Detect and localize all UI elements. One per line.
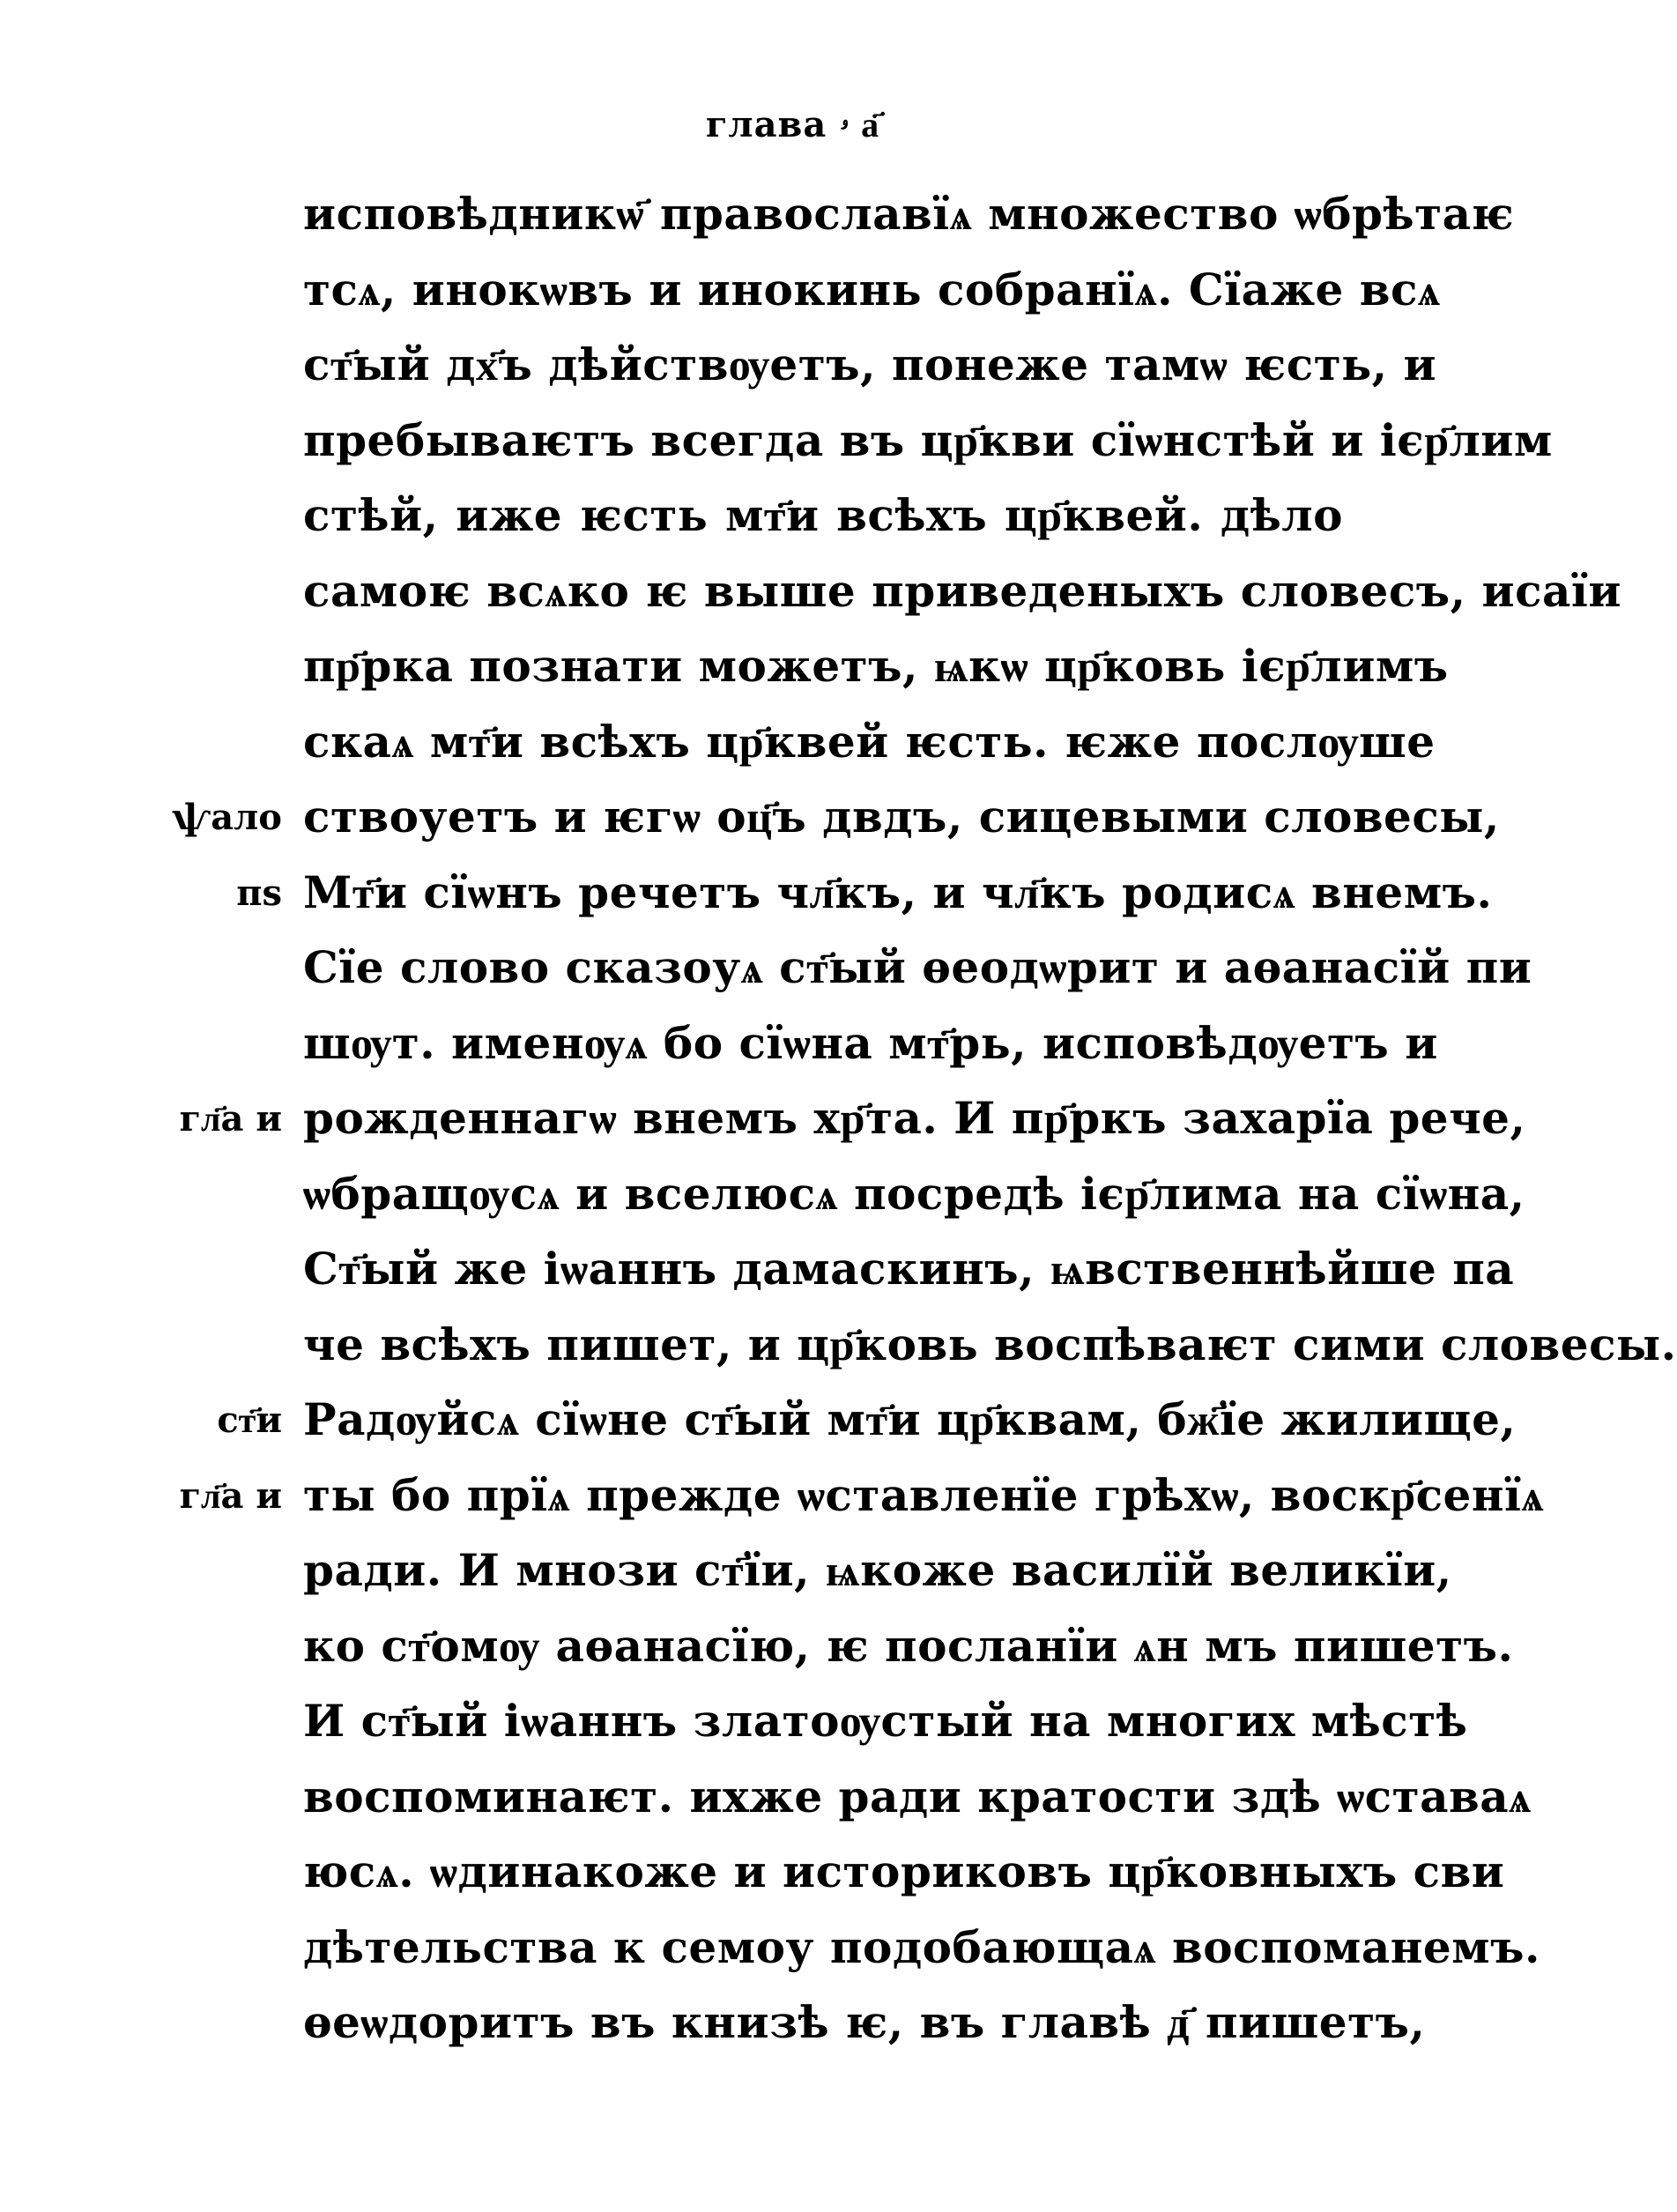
margin-note: гл҃а и — [179, 1098, 282, 1139]
text-line: Ст҃ый же іѡаннъ дамаскинъ, ѩвственнѣйше па — [303, 1243, 1515, 1295]
text-line: тсѧ, инокѡвъ и инокинь собранїѧ. Сїаже всѧ — [303, 263, 1441, 315]
text-line: ко ст҃омѹ аѳанасїю, ѥ посланїи ѧн мъ пишетъ. — [303, 1619, 1514, 1672]
chapter-header-text: глава ۥ а҃ — [705, 104, 880, 145]
text-line: пребываѥтъ всегда въ цр҃кви сїѡнстѣй и ієр҃лим — [303, 413, 1553, 466]
chapter-header — [0, 104, 1515, 145]
text-line: И ст҃ый іѡаннъ златоѹстый на многих мѣстѣ — [303, 1695, 1468, 1747]
text-line: ст҃ый дх҃ъ дѣйствѹетъ, понеже тамѡ ѥсть, и — [303, 338, 1437, 390]
text-line: Сїе слово сказоуѧ ст҃ый ѳеодѡрит и аѳанасїй пи — [303, 941, 1532, 993]
text-line: ради. И мнози ст҃їи, ѩкоже василїй великїи, — [303, 1544, 1452, 1596]
text-line: самоѥ всѧко ѥ выше приведеныхъ словесъ, исаїи — [303, 564, 1621, 617]
text-line: Радѹйсѧ сїѡне ст҃ый мт҃и цр҃квам, бж҃їе жилище, — [303, 1393, 1517, 1445]
text-line: че всѣхъ пишет, и цр҃ковь воспѣваѥт сими словесы. — [303, 1318, 1677, 1370]
margin-note: пѕ — [236, 872, 282, 914]
text-line: ѡбращѹсѧ и вселюсѧ посредѣ ієр҃лима на сїѡна, — [303, 1167, 1525, 1220]
text-line: скаѧ мт҃и всѣхъ цр҃квей ѥсть. ѥже послѹше — [303, 715, 1436, 768]
text-line: ствоуетъ и ѥгѡ оц҃ъ двдъ, сицевыми словесы, — [303, 791, 1500, 842]
text-line: стѣй, иже ѥсть мт҃и всѣхъ цр҃квей. дѣло — [303, 489, 1343, 541]
text-line: ты бо прїѧ прежде ѡставленїе грѣхѡ, воскр҃сенїѧ — [303, 1468, 1544, 1521]
margin-note: ѱало — [171, 797, 282, 838]
text-line: пр҃рка познати можетъ, ѩкѡ цр҃ковь ієр҃лимъ — [303, 640, 1449, 692]
margin-note: ст҃и — [217, 1399, 282, 1441]
text-line: воспоминаѥт. ихже ради кратости здѣ ѡставаѧ — [303, 1770, 1532, 1822]
body-text — [303, 176, 1677, 2060]
text-line: юсѧ. ѡдинакоже и историковъ цр҃ковныхъ сви — [303, 1845, 1505, 1897]
text-line: рожденнагѡ внемъ хр҃та. И пр҃ркъ захарїа рече, — [303, 1092, 1526, 1144]
text-line: ѳеѡдоритъ въ книзѣ ѥ, въ главѣ д҃ пишетъ, — [303, 1996, 1426, 2048]
text-line: шѹт. именѹѧ бо сїѡна мт҃рь, исповѣдѹетъ и — [303, 1016, 1438, 1069]
text-line: исповѣдникѡ҃ православїѧ множество ѡбрѣтаѥ — [303, 188, 1515, 240]
margin-note: гл҃а и — [179, 1474, 282, 1517]
text-line: дѣтельства к семоу подобающаѧ воспоманемъ. — [303, 1920, 1540, 1973]
text-line: Мт҃и сїѡнъ речетъ чл҃къ, и чл҃къ родисѧ внемъ. — [303, 865, 1493, 918]
